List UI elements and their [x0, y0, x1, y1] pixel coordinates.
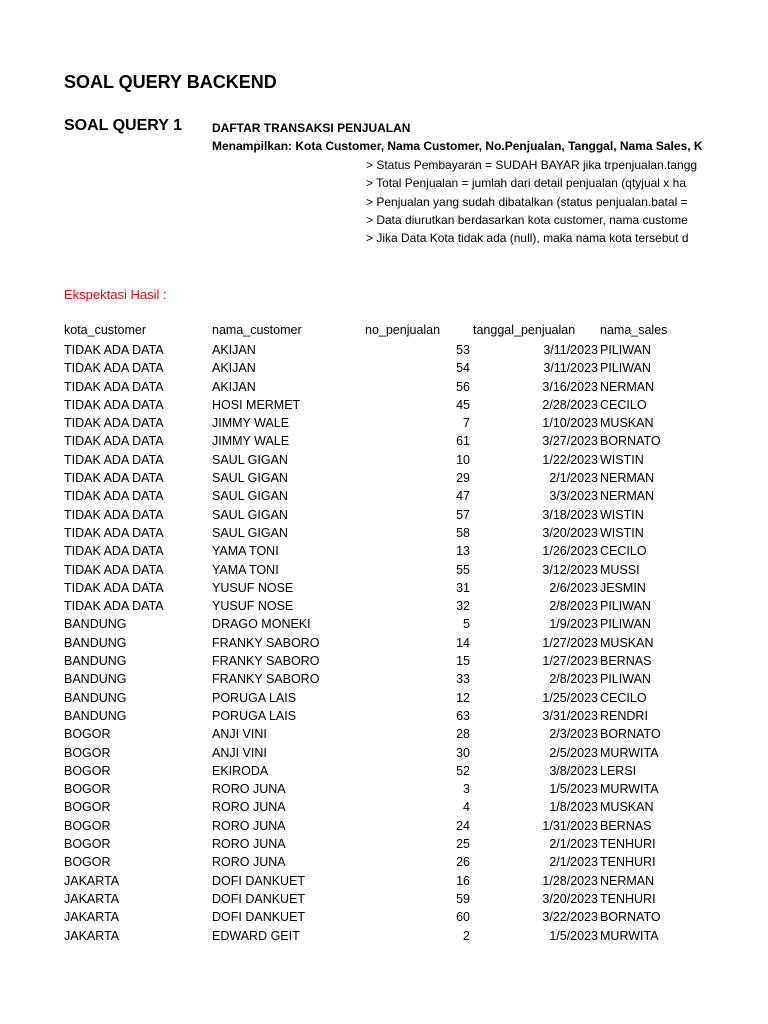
cell-nama-customer: AKIJAN	[212, 379, 256, 394]
cell-tanggal-penjualan: 2/28/2023	[542, 397, 598, 412]
table-row	[0, 670, 768, 688]
query-note: > Jika Data Kota tidak ada (null), maka nama kota tersebut d	[366, 231, 689, 246]
cell-nama-customer: RORO JUNA	[212, 837, 286, 852]
query-note: > Total Penjualan = jumlah dari detail penjualan (qtyjual x ha	[366, 176, 686, 191]
cell-nama-sales: BORNATO	[600, 434, 661, 449]
cell-nama-customer: FRANKY SABORO	[212, 635, 320, 650]
cell-no-penjualan: 13	[456, 544, 470, 559]
cell-nama-customer: DOFI DANKUET	[212, 910, 306, 925]
cell-nama-sales: NERMAN	[600, 489, 655, 504]
table-row	[0, 817, 768, 835]
cell-no-penjualan: 63	[456, 708, 470, 723]
table-row	[0, 487, 768, 505]
cell-kota-customer: TIDAK ADA DATA	[64, 507, 164, 522]
cell-nama-sales: TENHURI	[600, 855, 656, 870]
cell-nama-customer: EKIRODA	[212, 763, 269, 778]
cell-tanggal-penjualan: 1/8/2023	[549, 800, 598, 815]
header-no-penjualan: no_penjualan	[365, 323, 441, 337]
cell-nama-sales: MURWITA	[600, 782, 659, 797]
cell-tanggal-penjualan: 3/20/2023	[542, 525, 598, 540]
table-row	[0, 927, 768, 945]
cell-nama-customer: DOFI DANKUET	[212, 873, 306, 888]
cell-nama-customer: YUSUF NOSE	[212, 580, 294, 595]
cell-tanggal-penjualan: 2/8/2023	[549, 599, 598, 614]
cell-tanggal-penjualan: 3/18/2023	[542, 507, 598, 522]
cell-no-penjualan: 12	[456, 690, 470, 705]
cell-nama-sales: WISTIN	[600, 452, 644, 467]
table-row	[0, 542, 768, 560]
cell-nama-sales: PILIWAN	[600, 672, 651, 687]
cell-nama-customer: RORO JUNA	[212, 800, 286, 815]
cell-no-penjualan: 24	[456, 818, 470, 833]
cell-no-penjualan: 32	[456, 599, 470, 614]
cell-no-penjualan: 10	[456, 452, 470, 467]
table-row	[0, 359, 768, 377]
cell-nama-sales: NERMAN	[600, 873, 655, 888]
cell-no-penjualan: 29	[456, 471, 470, 486]
cell-nama-customer: YAMA TONI	[212, 562, 279, 577]
cell-kota-customer: BANDUNG	[64, 654, 127, 669]
query-note: > Data diurutkan berdasarkan kota customer, nama custome	[366, 212, 688, 227]
table-row	[0, 744, 768, 762]
cell-kota-customer: JAKARTA	[64, 873, 120, 888]
cell-no-penjualan: 57	[456, 507, 470, 522]
cell-nama-customer: DOFI DANKUET	[212, 891, 306, 906]
cell-tanggal-penjualan: 3/22/2023	[542, 910, 598, 925]
cell-nama-customer: SAUL GIGAN	[212, 525, 288, 540]
cell-nama-customer: FRANKY SABORO	[212, 672, 320, 687]
cell-nama-customer: SAUL GIGAN	[212, 452, 288, 467]
table-row	[0, 451, 768, 469]
cell-no-penjualan: 16	[456, 873, 470, 888]
cell-kota-customer: TIDAK ADA DATA	[64, 397, 164, 412]
cell-kota-customer: BOGOR	[64, 837, 111, 852]
cell-nama-customer: DRAGO MONEKI	[212, 617, 311, 632]
cell-nama-customer: PORUGA LAIS	[212, 708, 297, 723]
cell-tanggal-penjualan: 2/3/2023	[549, 727, 598, 742]
table-row	[0, 634, 768, 652]
cell-nama-customer: JIMMY WALE	[212, 416, 290, 431]
cell-kota-customer: BOGOR	[64, 782, 111, 797]
cell-kota-customer: BANDUNG	[64, 617, 127, 632]
cell-nama-customer: RORO JUNA	[212, 855, 286, 870]
expectation-label: Ekspektasi Hasil :	[64, 287, 167, 302]
table-row	[0, 396, 768, 414]
cell-kota-customer: TIDAK ADA DATA	[64, 525, 164, 540]
header-nama-customer: nama_customer	[212, 323, 302, 337]
header-tanggal-penjualan: tanggal_penjualan	[473, 323, 576, 337]
cell-kota-customer: JAKARTA	[64, 891, 120, 906]
cell-no-penjualan: 31	[456, 580, 470, 595]
cell-kota-customer: BOGOR	[64, 818, 111, 833]
cell-nama-sales: BERNAS	[600, 654, 652, 669]
cell-no-penjualan: 53	[456, 343, 470, 357]
cell-nama-sales: MUSKAN	[600, 800, 654, 815]
cell-no-penjualan: 14	[456, 635, 470, 650]
cell-no-penjualan: 2	[463, 928, 470, 943]
cell-tanggal-penjualan: 1/25/2023	[542, 690, 598, 705]
cell-kota-customer: TIDAK ADA DATA	[64, 580, 164, 595]
cell-nama-sales: JESMIN	[600, 580, 646, 595]
table-row	[0, 725, 768, 743]
table-row	[0, 524, 768, 542]
cell-nama-customer: SAUL GIGAN	[212, 507, 288, 522]
cell-tanggal-penjualan: 3/11/2023	[543, 361, 598, 376]
table-row	[0, 561, 768, 579]
cell-no-penjualan: 59	[456, 891, 470, 906]
cell-kota-customer: TIDAK ADA DATA	[64, 562, 164, 577]
cell-nama-customer: RORO JUNA	[212, 818, 286, 833]
cell-no-penjualan: 26	[456, 855, 470, 870]
table-row	[0, 890, 768, 908]
cell-nama-sales: MURWITA	[600, 745, 659, 760]
cell-tanggal-penjualan: 2/5/2023	[549, 745, 598, 760]
cell-nama-sales: CECILO	[600, 544, 647, 559]
cell-nama-sales: LERSI	[600, 763, 637, 778]
table-row	[0, 341, 768, 359]
cell-kota-customer: BOGOR	[64, 800, 111, 815]
cell-tanggal-penjualan: 1/22/2023	[542, 452, 598, 467]
cell-nama-customer: YAMA TONI	[212, 544, 279, 559]
cell-nama-sales: NERMAN	[600, 379, 655, 394]
cell-nama-sales: PILIWAN	[600, 617, 651, 632]
cell-kota-customer: BOGOR	[64, 745, 111, 760]
table-row	[0, 506, 768, 524]
cell-nama-sales: WISTIN	[600, 525, 644, 540]
cell-no-penjualan: 58	[456, 525, 470, 540]
table-row	[0, 853, 768, 871]
query-heading: DAFTAR TRANSAKSI PENJUALAN	[212, 121, 411, 135]
table-row	[0, 707, 768, 725]
cell-nama-sales: BORNATO	[600, 727, 661, 742]
cell-no-penjualan: 56	[456, 379, 470, 394]
cell-tanggal-penjualan: 1/10/2023	[542, 416, 598, 431]
cell-nama-sales: MURWITA	[600, 928, 659, 943]
cell-nama-sales: PILIWAN	[600, 361, 651, 376]
cell-tanggal-penjualan: 2/1/2023	[549, 855, 598, 870]
cell-nama-customer: ANJI VINI	[212, 745, 267, 760]
cell-nama-customer: EDWARD GEIT	[212, 928, 300, 943]
cell-kota-customer: BOGOR	[64, 763, 111, 778]
cell-tanggal-penjualan: 3/16/2023	[542, 379, 598, 394]
table-row	[0, 780, 768, 798]
cell-no-penjualan: 33	[456, 672, 470, 687]
cell-nama-customer: HOSI MERMET	[212, 397, 301, 412]
table-row	[0, 835, 768, 853]
cell-kota-customer: TIDAK ADA DATA	[64, 544, 164, 559]
cell-tanggal-penjualan: 1/28/2023	[542, 873, 598, 888]
table-row	[0, 652, 768, 670]
table-row	[0, 378, 768, 396]
cell-nama-sales: BORNATO	[600, 910, 661, 925]
cell-kota-customer: BOGOR	[64, 727, 111, 742]
cell-kota-customer: TIDAK ADA DATA	[64, 343, 164, 357]
cell-kota-customer: BANDUNG	[64, 635, 127, 650]
cell-kota-customer: JAKARTA	[64, 928, 120, 943]
cell-tanggal-penjualan: 3/3/2023	[549, 489, 598, 504]
cell-tanggal-penjualan: 1/5/2023	[549, 782, 598, 797]
cell-tanggal-penjualan: 2/1/2023	[549, 837, 598, 852]
cell-no-penjualan: 7	[463, 416, 470, 431]
cell-nama-sales: RENDRI	[600, 708, 648, 723]
query-notes	[366, 156, 768, 247]
cell-nama-sales: CECILO	[600, 397, 647, 412]
cell-kota-customer: TIDAK ADA DATA	[64, 434, 164, 449]
cell-nama-customer: ANJI VINI	[212, 727, 267, 742]
cell-kota-customer: TIDAK ADA DATA	[64, 416, 164, 431]
query-note: > Status Pembayaran = SUDAH BAYAR jika trpenjualan.tangg	[366, 158, 698, 172]
cell-no-penjualan: 61	[456, 434, 470, 449]
cell-kota-customer: JAKARTA	[64, 910, 120, 925]
cell-no-penjualan: 25	[456, 837, 470, 852]
cell-no-penjualan: 30	[456, 745, 470, 760]
cell-tanggal-penjualan: 3/27/2023	[542, 434, 598, 449]
table-row	[0, 689, 768, 707]
cell-kota-customer: TIDAK ADA DATA	[64, 379, 164, 394]
cell-tanggal-penjualan: 3/8/2023	[549, 763, 598, 778]
cell-nama-customer: RORO JUNA	[212, 782, 286, 797]
cell-kota-customer: TIDAK ADA DATA	[64, 471, 164, 486]
cell-kota-customer: BANDUNG	[64, 708, 127, 723]
query-subheading: Menampilkan: Kota Customer, Nama Customer, No.Penjualan, Tanggal, Nama Sales, K	[212, 139, 703, 153]
table-row	[0, 872, 768, 890]
cell-nama-customer: SAUL GIGAN	[212, 489, 288, 504]
header-nama-sales: nama_sales	[600, 323, 668, 337]
cell-nama-sales: MUSKAN	[600, 635, 654, 650]
cell-kota-customer: TIDAK ADA DATA	[64, 489, 164, 504]
cell-nama-customer: AKIJAN	[212, 361, 256, 376]
table-row	[0, 597, 768, 615]
cell-kota-customer: TIDAK ADA DATA	[64, 599, 164, 614]
cell-tanggal-penjualan: 1/31/2023	[542, 818, 598, 833]
header-kota-customer: kota_customer	[64, 323, 146, 337]
cell-no-penjualan: 60	[456, 910, 470, 925]
table-row	[0, 414, 768, 432]
cell-no-penjualan: 28	[456, 727, 470, 742]
cell-nama-sales: PILIWAN	[600, 343, 651, 357]
cell-tanggal-penjualan: 2/8/2023	[549, 672, 598, 687]
cell-no-penjualan: 4	[463, 800, 470, 815]
cell-kota-customer: BOGOR	[64, 855, 111, 870]
cell-no-penjualan: 45	[456, 397, 470, 412]
cell-nama-customer: SAUL GIGAN	[212, 471, 288, 486]
cell-tanggal-penjualan: 3/31/2023	[542, 708, 598, 723]
cell-no-penjualan: 55	[456, 562, 470, 577]
table-row	[0, 615, 768, 633]
cell-tanggal-penjualan: 1/5/2023	[549, 928, 598, 943]
cell-nama-customer: YUSUF NOSE	[212, 599, 294, 614]
cell-nama-sales: BERNAS	[600, 818, 652, 833]
cell-nama-sales: WISTIN	[600, 507, 644, 522]
cell-tanggal-penjualan: 2/6/2023	[549, 580, 598, 595]
table-body	[0, 341, 768, 945]
cell-no-penjualan: 15	[456, 654, 470, 669]
table-row	[0, 798, 768, 816]
query-label: SOAL QUERY 1	[64, 117, 182, 134]
cell-no-penjualan: 52	[456, 763, 470, 778]
cell-tanggal-penjualan: 1/26/2023	[542, 544, 598, 559]
document-title: SOAL QUERY BACKEND	[64, 72, 277, 92]
cell-nama-sales: TENHURI	[600, 891, 656, 906]
table-row	[0, 432, 768, 450]
cell-tanggal-penjualan: 3/20/2023	[542, 891, 598, 906]
cell-nama-sales: CECILO	[600, 690, 647, 705]
cell-tanggal-penjualan: 1/27/2023	[542, 654, 598, 669]
cell-nama-customer: JIMMY WALE	[212, 434, 290, 449]
cell-nama-sales: NERMAN	[600, 471, 655, 486]
table-header-row	[0, 321, 768, 341]
cell-no-penjualan: 5	[463, 617, 470, 632]
cell-kota-customer: BANDUNG	[64, 672, 127, 687]
table-row	[0, 579, 768, 597]
cell-tanggal-penjualan: 3/11/2023	[543, 343, 598, 357]
cell-tanggal-penjualan: 3/12/2023	[542, 562, 598, 577]
cell-nama-sales: MUSSI	[600, 562, 640, 577]
cell-nama-sales: TENHURI	[600, 837, 656, 852]
cell-tanggal-penjualan: 1/9/2023	[549, 617, 598, 632]
table-row	[0, 762, 768, 780]
cell-nama-sales: PILIWAN	[600, 599, 651, 614]
table-row	[0, 469, 768, 487]
cell-nama-sales: MUSKAN	[600, 416, 654, 431]
cell-kota-customer: TIDAK ADA DATA	[64, 452, 164, 467]
cell-nama-customer: PORUGA LAIS	[212, 690, 297, 705]
cell-no-penjualan: 3	[463, 782, 470, 797]
cell-kota-customer: TIDAK ADA DATA	[64, 361, 164, 376]
query-note: > Penjualan yang sudah dibatalkan (status penjualan.batal =	[366, 194, 688, 209]
table-row	[0, 908, 768, 926]
result-table	[0, 321, 768, 945]
cell-nama-customer: AKIJAN	[212, 343, 256, 357]
cell-no-penjualan: 47	[456, 489, 470, 504]
cell-kota-customer: BANDUNG	[64, 690, 127, 705]
cell-tanggal-penjualan: 2/1/2023	[549, 471, 598, 486]
cell-nama-customer: FRANKY SABORO	[212, 654, 320, 669]
cell-tanggal-penjualan: 1/27/2023	[542, 635, 598, 650]
cell-no-penjualan: 54	[456, 361, 470, 376]
